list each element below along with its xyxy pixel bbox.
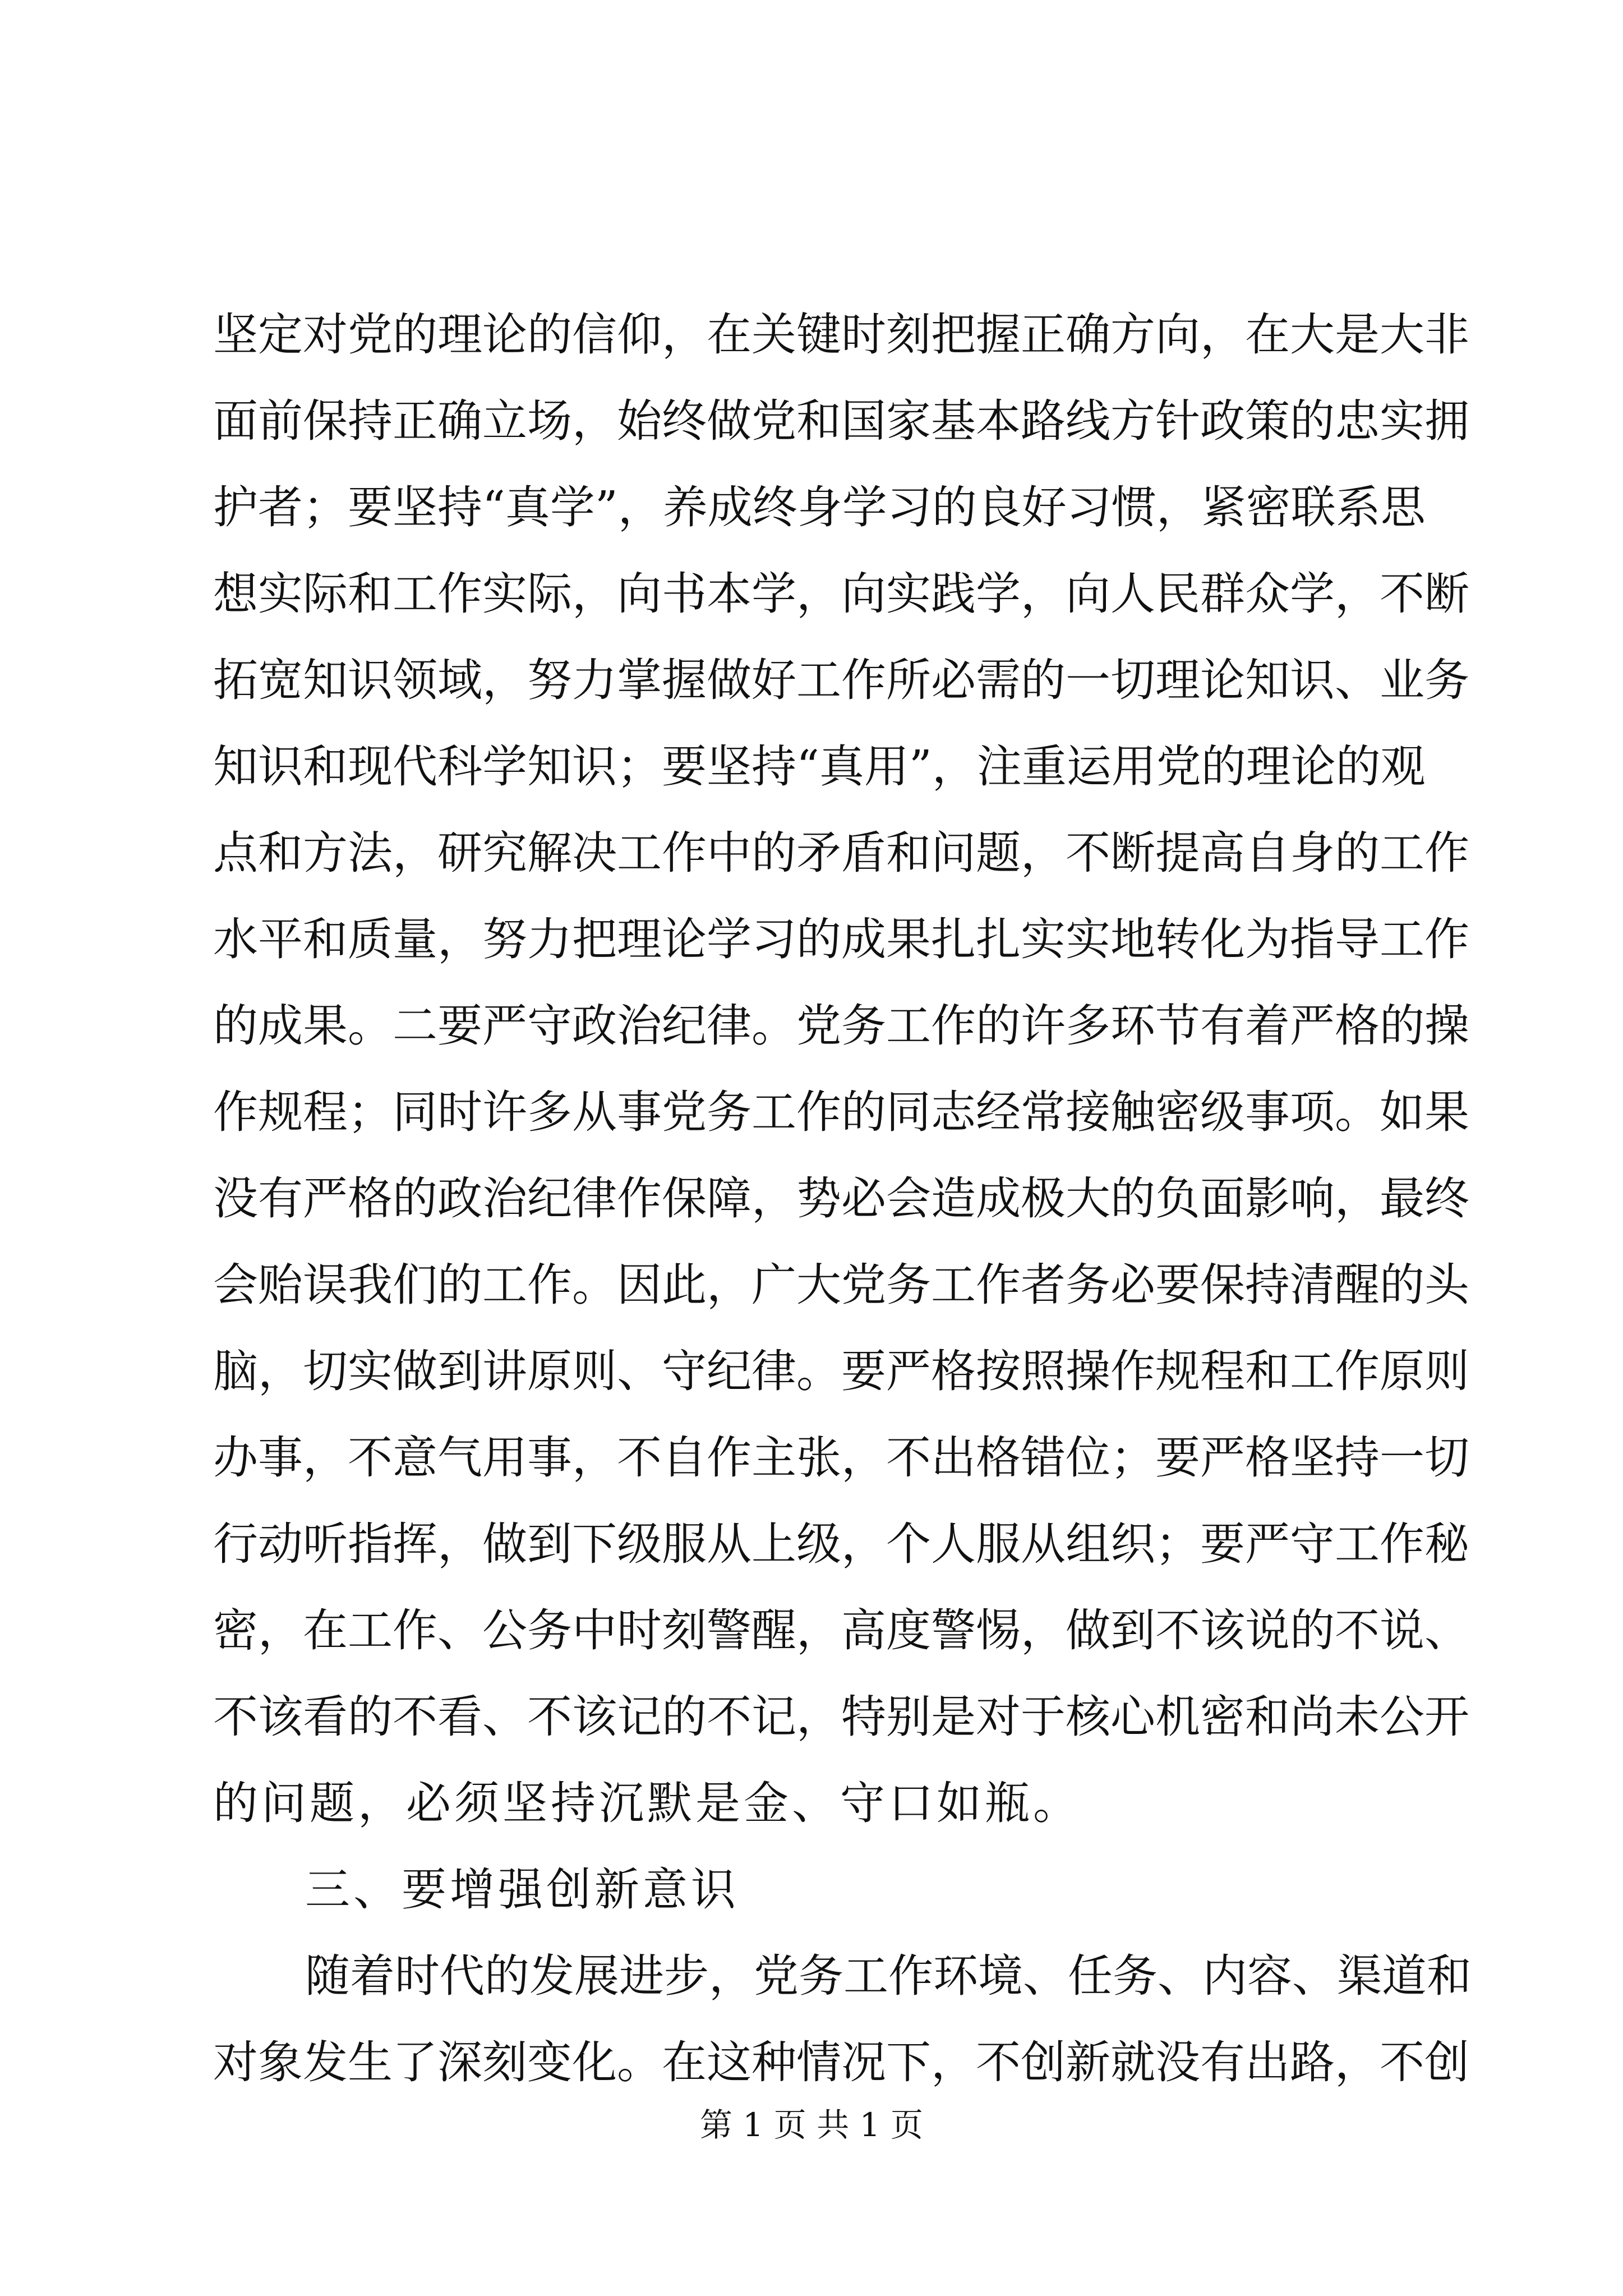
text-line: 的问题，必须坚持沉默是金、守口如瓶。 [213,1777,1081,1829]
text-line: 不该看的不看、不该记的不记，特别是对于核心机密和尚未公开 [213,1691,1469,1743]
text-line: 点和方法，研究解决工作中的矛盾和问题，不断提高自身的工作 [213,827,1469,879]
text-line: 的成果。二要严守政治纪律。党务工作的许多环节有着严格的操 [213,1000,1469,1052]
page-footer [0,2102,1623,2147]
document-body [213,292,1472,2106]
text-line: 行动听指挥，做到下级服从上级，个人服从组织；要严守工作秘 [213,1518,1469,1570]
text-line: 办事，不意气用事，不自作主张，不出格错位；要严格坚持一切 [213,1432,1469,1484]
text-line: 没有严格的政治纪律作保障，势必会造成极大的负面影响，最终 [213,1172,1469,1225]
text-line: 作规程；同时许多从事党务工作的同志经常接触密级事项。如果 [213,1086,1469,1138]
text-line: 脑，切实做到讲原则、守纪律。要严格按照操作规程和工作原则 [213,1345,1469,1397]
text-line: 水平和质量，努力把理论学习的成果扎扎实实地转化为指导工作 [213,913,1469,965]
text-line: 会贻误我们的工作。因此，广大党务工作者务必要保持清醒的头 [213,1259,1469,1311]
text-line: 密，在工作、公务中时刻警醒，高度警惕，做到不该说的不说、 [213,1604,1469,1657]
paragraph-first-line: 随着时代的发展进步，党务工作环境、任务、内容、渠道和 [305,1950,1472,2002]
text-line: 想实际和工作实际，向书本学，向实践学，向人民群众学，不断 [213,568,1469,620]
section-heading: 三、要增强创新意识 [305,1864,739,1916]
text-line: 对象发生了深刻变化。在这种情况下，不创新就没有出路，不创 [213,2036,1469,2088]
text-line: 坚定对党的理论的信仰，在关键时刻把握正确方向，在大是大非 [213,309,1469,361]
text-line: 面前保持正确立场，始终做党和国家基本路线方针政策的忠实拥 [213,395,1469,447]
page-number-label: 第 1 页 共 1 页 [700,2106,923,2144]
text-line: 护者；要坚持“真学”，养成终身学习的良好习惯，紧密联系思 [213,481,1426,533]
text-line: 知识和现代科学知识；要坚持“真用”，注重运用党的理论的观 [213,740,1426,793]
text-line: 拓宽知识领域，努力掌握做好工作所必需的一切理论知识、业务 [213,654,1469,706]
